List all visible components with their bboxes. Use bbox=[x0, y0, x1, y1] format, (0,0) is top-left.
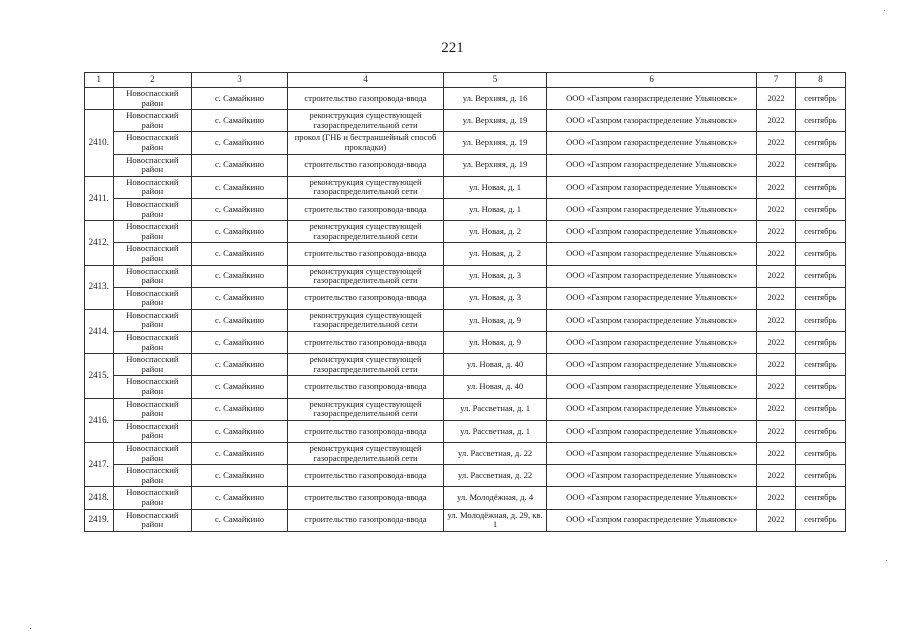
table-row bbox=[85, 154, 846, 176]
work-type-cell: реконструкция существующей газораспределительной сети bbox=[287, 265, 443, 287]
address-cell: ул. Молодёжная, д. 4 bbox=[444, 487, 547, 509]
district-cell: Новоспасский район bbox=[113, 465, 192, 487]
settlement-cell: с. Самайкино bbox=[192, 198, 288, 220]
district-cell: Новоспасский район bbox=[113, 243, 192, 265]
column-header: 5 bbox=[444, 73, 547, 88]
table-row bbox=[85, 287, 846, 309]
address-cell: ул. Верхняя, д. 19 bbox=[444, 132, 547, 154]
year-cell: 2022 bbox=[757, 110, 796, 132]
address-cell: ул. Рассветная, д. 1 bbox=[444, 398, 547, 420]
year-cell: 2022 bbox=[757, 443, 796, 465]
table-row bbox=[85, 198, 846, 220]
scan-dot bbox=[886, 560, 887, 561]
work-type-cell: реконструкция существующей газораспределительной сети bbox=[287, 110, 443, 132]
organization-cell: ООО «Газпром газораспределение Ульяновск» bbox=[547, 398, 757, 420]
district-cell: Новоспасский район bbox=[113, 309, 192, 331]
address-cell: ул. Верхняя, д. 19 bbox=[444, 110, 547, 132]
month-cell: сентябрь bbox=[795, 509, 845, 531]
table-row bbox=[85, 443, 846, 465]
work-type-cell: строительство газопровода-ввода bbox=[287, 154, 443, 176]
month-cell: сентябрь bbox=[795, 376, 845, 398]
row-number-cell: 2411. bbox=[85, 176, 114, 220]
settlement-cell: с. Самайкино bbox=[192, 176, 288, 198]
settlement-cell: с. Самайкино bbox=[192, 309, 288, 331]
organization-cell: ООО «Газпром газораспределение Ульяновск» bbox=[547, 309, 757, 331]
address-cell: ул. Новая, д. 1 bbox=[444, 198, 547, 220]
work-type-cell: реконструкция существующей газораспределительной сети bbox=[287, 176, 443, 198]
table-header-row bbox=[85, 73, 846, 88]
table-row bbox=[85, 243, 846, 265]
district-cell: Новоспасский район bbox=[113, 132, 192, 154]
column-header: 4 bbox=[287, 73, 443, 88]
year-cell: 2022 bbox=[757, 154, 796, 176]
organization-cell: ООО «Газпром газораспределение Ульяновск» bbox=[547, 88, 757, 110]
month-cell: сентябрь bbox=[795, 88, 845, 110]
district-cell: Новоспасский район bbox=[113, 287, 192, 309]
organization-cell: ООО «Газпром газораспределение Ульяновск» bbox=[547, 154, 757, 176]
table-row bbox=[85, 110, 846, 132]
district-cell: Новоспасский район bbox=[113, 176, 192, 198]
district-cell: Новоспасский район bbox=[113, 198, 192, 220]
district-cell: Новоспасский район bbox=[113, 154, 192, 176]
organization-cell: ООО «Газпром газораспределение Ульяновск» bbox=[547, 132, 757, 154]
row-number-cell: 2416. bbox=[85, 398, 114, 442]
month-cell: сентябрь bbox=[795, 487, 845, 509]
settlement-cell: с. Самайкино bbox=[192, 154, 288, 176]
organization-cell: ООО «Газпром газораспределение Ульяновск» bbox=[547, 332, 757, 354]
month-cell: сентябрь bbox=[795, 132, 845, 154]
settlement-cell: с. Самайкино bbox=[192, 465, 288, 487]
scan-dot bbox=[30, 628, 31, 629]
settlement-cell: с. Самайкино bbox=[192, 332, 288, 354]
settlement-cell: с. Самайкино bbox=[192, 354, 288, 376]
page-number: 221 bbox=[441, 40, 464, 56]
year-cell: 2022 bbox=[757, 420, 796, 442]
column-header: 1 bbox=[85, 73, 114, 88]
month-cell: сентябрь bbox=[795, 398, 845, 420]
column-header: 6 bbox=[547, 73, 757, 88]
organization-cell: ООО «Газпром газораспределение Ульяновск» bbox=[547, 243, 757, 265]
work-schedule-table bbox=[84, 72, 846, 532]
address-cell: ул. Новая, д. 40 bbox=[444, 354, 547, 376]
table-row bbox=[85, 398, 846, 420]
address-cell: ул. Новая, д. 2 bbox=[444, 243, 547, 265]
table-row bbox=[85, 420, 846, 442]
organization-cell: ООО «Газпром газораспределение Ульяновск» bbox=[547, 487, 757, 509]
address-cell: ул. Новая, д. 9 bbox=[444, 309, 547, 331]
year-cell: 2022 bbox=[757, 198, 796, 220]
settlement-cell: с. Самайкино bbox=[192, 221, 288, 243]
table-row bbox=[85, 88, 846, 110]
organization-cell: ООО «Газпром газораспределение Ульяновск» bbox=[547, 176, 757, 198]
organization-cell: ООО «Газпром газораспределение Ульяновск» bbox=[547, 420, 757, 442]
table-row bbox=[85, 265, 846, 287]
work-type-cell: строительство газопровода-ввода bbox=[287, 420, 443, 442]
work-type-cell: реконструкция существующей газораспределительной сети bbox=[287, 398, 443, 420]
organization-cell: ООО «Газпром газораспределение Ульяновск» bbox=[547, 376, 757, 398]
address-cell: ул. Новая, д. 40 bbox=[444, 376, 547, 398]
address-cell: ул. Молодёжная, д. 29, кв. 1 bbox=[444, 509, 547, 531]
year-cell: 2022 bbox=[757, 221, 796, 243]
year-cell: 2022 bbox=[757, 398, 796, 420]
table-row bbox=[85, 176, 846, 198]
work-type-cell: строительство газопровода-ввода bbox=[287, 487, 443, 509]
work-type-cell: строительство газопровода-ввода bbox=[287, 509, 443, 531]
row-number-cell: 2415. bbox=[85, 354, 114, 398]
table-row bbox=[85, 221, 846, 243]
year-cell: 2022 bbox=[757, 88, 796, 110]
organization-cell: ООО «Газпром газораспределение Ульяновск» bbox=[547, 509, 757, 531]
month-cell: сентябрь bbox=[795, 287, 845, 309]
year-cell: 2022 bbox=[757, 487, 796, 509]
organization-cell: ООО «Газпром газораспределение Ульяновск» bbox=[547, 110, 757, 132]
row-number-cell: 2410. bbox=[85, 110, 114, 177]
row-number-cell: 2413. bbox=[85, 265, 114, 309]
district-cell: Новоспасский район bbox=[113, 487, 192, 509]
month-cell: сентябрь bbox=[795, 332, 845, 354]
work-type-cell: строительство газопровода-ввода bbox=[287, 287, 443, 309]
district-cell: Новоспасский район bbox=[113, 354, 192, 376]
address-cell: ул. Новая, д. 2 bbox=[444, 221, 547, 243]
row-number-cell: 2417. bbox=[85, 443, 114, 487]
column-header: 7 bbox=[757, 73, 796, 88]
table-row bbox=[85, 354, 846, 376]
month-cell: сентябрь bbox=[795, 354, 845, 376]
work-type-cell: строительство газопровода-ввода bbox=[287, 376, 443, 398]
address-cell: ул. Рассветная, д. 1 bbox=[444, 420, 547, 442]
table-row bbox=[85, 376, 846, 398]
year-cell: 2022 bbox=[757, 376, 796, 398]
address-cell: ул. Рассветная, д. 22 bbox=[444, 443, 547, 465]
settlement-cell: с. Самайкино bbox=[192, 132, 288, 154]
work-type-cell: прокол (ГНБ и бестраншейный способ прокладки) bbox=[287, 132, 443, 154]
settlement-cell: с. Самайкино bbox=[192, 443, 288, 465]
work-type-cell: реконструкция существующей газораспределительной сети bbox=[287, 354, 443, 376]
district-cell: Новоспасский район bbox=[113, 88, 192, 110]
table-row bbox=[85, 332, 846, 354]
organization-cell: ООО «Газпром газораспределение Ульяновск» bbox=[547, 287, 757, 309]
address-cell: ул. Новая, д. 1 bbox=[444, 176, 547, 198]
month-cell: сентябрь bbox=[795, 221, 845, 243]
district-cell: Новоспасский район bbox=[113, 376, 192, 398]
settlement-cell: с. Самайкино bbox=[192, 110, 288, 132]
work-type-cell: строительство газопровода-ввода bbox=[287, 88, 443, 110]
settlement-cell: с. Самайкино bbox=[192, 487, 288, 509]
settlement-cell: с. Самайкино bbox=[192, 509, 288, 531]
scan-dot bbox=[884, 10, 885, 11]
year-cell: 2022 bbox=[757, 176, 796, 198]
month-cell: сентябрь bbox=[795, 443, 845, 465]
district-cell: Новоспасский район bbox=[113, 332, 192, 354]
year-cell: 2022 bbox=[757, 465, 796, 487]
month-cell: сентябрь bbox=[795, 176, 845, 198]
column-header: 2 bbox=[113, 73, 192, 88]
district-cell: Новоспасский район bbox=[113, 265, 192, 287]
work-type-cell: строительство газопровода-ввода bbox=[287, 243, 443, 265]
month-cell: сентябрь bbox=[795, 465, 845, 487]
year-cell: 2022 bbox=[757, 265, 796, 287]
address-cell: ул. Верхняя, д. 19 bbox=[444, 154, 547, 176]
month-cell: сентябрь bbox=[795, 265, 845, 287]
table-row bbox=[85, 487, 846, 509]
work-type-cell: реконструкция существующей газораспределительной сети bbox=[287, 221, 443, 243]
address-cell: ул. Рассветная, д. 22 bbox=[444, 465, 547, 487]
row-number-cell: 2414. bbox=[85, 309, 114, 353]
work-type-cell: строительство газопровода-ввода bbox=[287, 332, 443, 354]
year-cell: 2022 bbox=[757, 332, 796, 354]
year-cell: 2022 bbox=[757, 354, 796, 376]
year-cell: 2022 bbox=[757, 509, 796, 531]
district-cell: Новоспасский район bbox=[113, 443, 192, 465]
month-cell: сентябрь bbox=[795, 110, 845, 132]
district-cell: Новоспасский район bbox=[113, 398, 192, 420]
table-row bbox=[85, 132, 846, 154]
column-header: 3 bbox=[192, 73, 288, 88]
row-number-cell: 2412. bbox=[85, 221, 114, 265]
month-cell: сентябрь bbox=[795, 309, 845, 331]
settlement-cell: с. Самайкино bbox=[192, 243, 288, 265]
month-cell: сентябрь bbox=[795, 420, 845, 442]
year-cell: 2022 bbox=[757, 309, 796, 331]
district-cell: Новоспасский район bbox=[113, 420, 192, 442]
table-body bbox=[85, 73, 846, 532]
settlement-cell: с. Самайкино bbox=[192, 287, 288, 309]
organization-cell: ООО «Газпром газораспределение Ульяновск» bbox=[547, 465, 757, 487]
month-cell: сентябрь bbox=[795, 198, 845, 220]
address-cell: ул. Новая, д. 3 bbox=[444, 265, 547, 287]
district-cell: Новоспасский район bbox=[113, 221, 192, 243]
organization-cell: ООО «Газпром газораспределение Ульяновск» bbox=[547, 198, 757, 220]
address-cell: ул. Верхняя, д. 16 bbox=[444, 88, 547, 110]
month-cell: сентябрь bbox=[795, 154, 845, 176]
work-type-cell: строительство газопровода-ввода bbox=[287, 198, 443, 220]
work-type-cell: реконструкция существующей газораспределительной сети bbox=[287, 309, 443, 331]
settlement-cell: с. Самайкино bbox=[192, 376, 288, 398]
row-number-cell: 2419. bbox=[85, 509, 114, 531]
year-cell: 2022 bbox=[757, 132, 796, 154]
address-cell: ул. Новая, д. 9 bbox=[444, 332, 547, 354]
organization-cell: ООО «Газпром газораспределение Ульяновск» bbox=[547, 221, 757, 243]
settlement-cell: с. Самайкино bbox=[192, 398, 288, 420]
work-type-cell: строительство газопровода-ввода bbox=[287, 465, 443, 487]
address-cell: ул. Новая, д. 3 bbox=[444, 287, 547, 309]
column-header: 8 bbox=[795, 73, 845, 88]
year-cell: 2022 bbox=[757, 243, 796, 265]
table-row bbox=[85, 465, 846, 487]
work-type-cell: реконструкция существующей газораспределительной сети bbox=[287, 443, 443, 465]
month-cell: сентябрь bbox=[795, 243, 845, 265]
table-row bbox=[85, 309, 846, 331]
row-number-cell bbox=[85, 88, 114, 110]
district-cell: Новоспасский район bbox=[113, 110, 192, 132]
organization-cell: ООО «Газпром газораспределение Ульяновск» bbox=[547, 354, 757, 376]
table-row bbox=[85, 509, 846, 531]
row-number-cell: 2418. bbox=[85, 487, 114, 509]
settlement-cell: с. Самайкино bbox=[192, 265, 288, 287]
organization-cell: ООО «Газпром газораспределение Ульяновск» bbox=[547, 265, 757, 287]
district-cell: Новоспасский район bbox=[113, 509, 192, 531]
year-cell: 2022 bbox=[757, 287, 796, 309]
organization-cell: ООО «Газпром газораспределение Ульяновск» bbox=[547, 443, 757, 465]
settlement-cell: с. Самайкино bbox=[192, 420, 288, 442]
settlement-cell: с. Самайкино bbox=[192, 88, 288, 110]
